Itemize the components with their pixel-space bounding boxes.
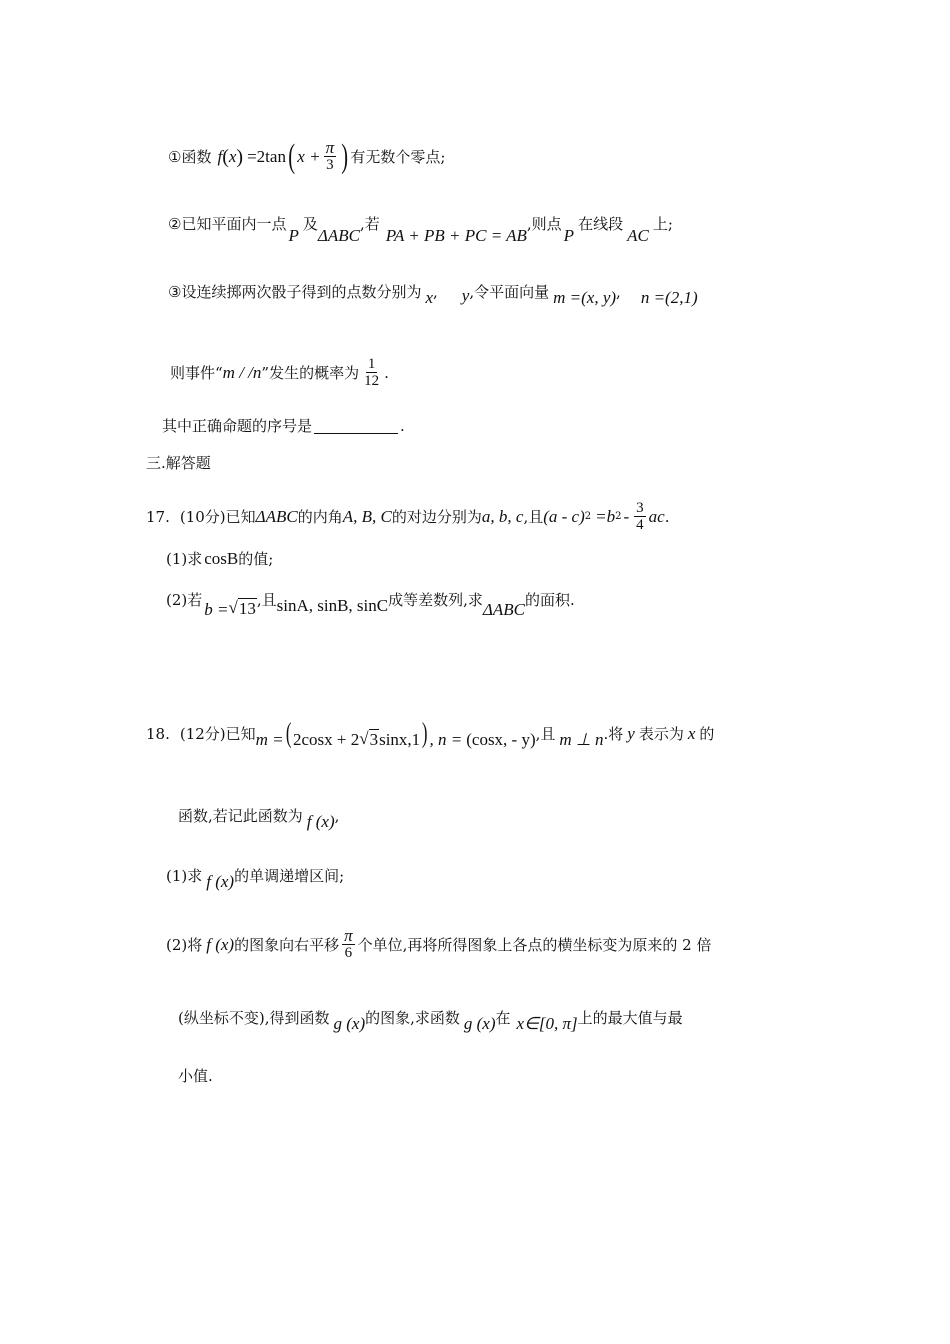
question-18-part-2	[166, 928, 712, 961]
question-number: 18.	[146, 725, 170, 743]
statement-2	[168, 214, 673, 254]
f-of-x: f (x)	[306, 812, 335, 831]
exponent: 2	[615, 510, 622, 522]
frac-den: 12	[364, 373, 380, 389]
rhs-b: =b	[595, 506, 616, 526]
question-17-part-1	[166, 549, 273, 569]
segment-ac: AC	[627, 226, 649, 245]
statement-2-marker: ②	[168, 215, 182, 233]
if-text: ,若	[359, 215, 380, 233]
part-label: (1)求	[166, 550, 203, 568]
frac-num: π	[325, 138, 335, 157]
vector-n-def: , n =	[429, 730, 463, 749]
answer-blank	[314, 419, 398, 434]
probability-text: ”发生的概率为	[261, 363, 360, 382]
statement-2-text: 已知平面内一点	[181, 215, 287, 233]
question-18-part-2-cont	[178, 1002, 683, 1034]
part-text: 的单调递增区间;	[234, 867, 345, 885]
in-text: 在	[495, 1009, 511, 1027]
var-x: x	[228, 146, 237, 166]
var-y-3: y	[461, 286, 470, 305]
statement-1-end: 有无数个零点;	[350, 147, 446, 166]
pi-over-3	[324, 140, 337, 173]
lhs-expression: (a - c)	[543, 506, 585, 526]
answer-prompt	[162, 416, 405, 436]
f-of-x: f (x)	[206, 934, 235, 954]
sides: a, b, c	[481, 506, 524, 526]
of-text: 的	[699, 725, 715, 743]
represent-text: 表示为	[638, 725, 684, 743]
side-text: 的对边分别为	[391, 507, 482, 526]
period: .	[400, 417, 405, 435]
point-p-2: P	[563, 226, 575, 245]
vector-m-def: m =	[255, 730, 284, 749]
radicand: 3	[369, 729, 379, 749]
cos-b: cosB	[204, 549, 239, 568]
angles: A, B, C	[342, 506, 392, 526]
paren-open: (	[285, 718, 292, 749]
pi-over-6	[342, 928, 355, 961]
m-rest: sinx,1	[379, 730, 421, 749]
domain: x∈[0, π]	[516, 1014, 578, 1033]
radicand: 13	[238, 599, 256, 618]
point-p: P	[288, 226, 299, 245]
frac-num: 3	[636, 500, 644, 516]
m-parallel-n: m / /n	[222, 362, 262, 382]
sqrt-13: √ 13	[228, 598, 256, 618]
frac-den: 3	[326, 157, 334, 173]
triangle-abc: ΔABC	[482, 600, 525, 619]
paren-open: (	[222, 145, 229, 168]
ac-term: ac	[648, 506, 665, 526]
g-of-x: g (x)	[333, 1014, 366, 1033]
comma-1: ,	[433, 283, 438, 301]
big-paren-open: (	[288, 137, 296, 175]
g-of-x: g (x)	[463, 1014, 496, 1033]
sines: sinA, sinB, sinC	[276, 596, 389, 615]
three-quarters	[634, 500, 646, 533]
will-text: .将	[603, 725, 624, 743]
perpendicular: m ⊥ n	[559, 730, 604, 749]
question-17-part-2	[166, 590, 575, 624]
x-plus: x +	[297, 146, 321, 166]
question-17	[146, 500, 669, 533]
triangle-abc: ΔABC	[255, 506, 298, 526]
tan-expr: =2tan	[247, 146, 286, 166]
one-over-twelve	[362, 356, 381, 389]
statement-1	[168, 137, 446, 175]
part-label: (2)将	[166, 935, 203, 954]
part-label: (2)若	[166, 591, 203, 609]
segment-text: 在线段	[578, 215, 624, 233]
section-heading	[146, 453, 211, 473]
frac-num: 1	[367, 356, 376, 372]
and-text: ,且	[256, 591, 277, 609]
transform-text: 个单位,再将所得图象上各点的横坐标变为原来的 2 倍	[357, 935, 712, 954]
vector-equation: PA + PB + PC = AB	[385, 226, 527, 245]
and-text: ,且	[535, 725, 556, 743]
question-18-part-1	[166, 860, 344, 892]
area-text: 的面积.	[524, 591, 575, 609]
shift-text: 的图象向右平移	[234, 935, 340, 954]
part-text: 的值;	[238, 550, 274, 568]
question-18-cont	[178, 800, 339, 832]
paren-close: )	[236, 145, 244, 168]
answer-prompt-text: 其中正确命题的序号是	[162, 417, 313, 435]
min-value-text: 小值.	[178, 1067, 213, 1085]
statement-1-text: 函数	[181, 147, 212, 166]
minus: -	[623, 506, 630, 526]
vector-text: ,令平面向量	[469, 283, 550, 301]
vector-m: m =(x, y)	[553, 288, 617, 307]
vector-n: n =(2,1)	[640, 288, 698, 307]
question-score: (12分)已知	[179, 725, 256, 743]
question-18	[146, 718, 714, 750]
arith-text: 成等差数列,求	[388, 591, 483, 609]
section-heading-text: 三.解答题	[146, 454, 211, 472]
frac-num: π	[344, 926, 353, 945]
m-body: 2cosx + 2	[292, 730, 360, 749]
question-number: 17.	[146, 507, 170, 526]
frac-den: 4	[636, 517, 644, 533]
question-score: (10分)已知	[179, 507, 256, 526]
triangle-abc: ΔABC	[317, 226, 360, 245]
n-body: (cosx, - y)	[466, 730, 536, 749]
comma-2: ,	[616, 283, 621, 301]
angle-text: 的内角	[297, 507, 343, 526]
max-min-text: 上的最大值与最	[577, 1009, 683, 1027]
f-of-x: f (x)	[206, 872, 235, 891]
statement-3-cont	[170, 356, 389, 389]
statement-3-marker: ③	[168, 283, 182, 301]
f-symbol: f	[217, 146, 223, 166]
part-label: (1)求	[166, 867, 203, 885]
statement-3	[168, 282, 698, 312]
b-equals: b =	[204, 600, 229, 619]
and-text: ,且	[523, 507, 544, 526]
period: .	[664, 507, 670, 526]
function-text: 函数,若记此函数为	[178, 807, 303, 825]
comma: ,	[334, 807, 340, 825]
question-18-part-2-end	[178, 1066, 213, 1086]
then-text: ,则点	[526, 215, 562, 233]
on-text: 上;	[652, 215, 673, 233]
statement-3-text: 设连续掷两次骰子得到的点数分别为	[181, 283, 422, 301]
sqrt-3: √ 3	[359, 728, 379, 749]
var-x: x	[687, 724, 696, 743]
statement-1-marker: ①	[168, 147, 182, 166]
vertical-text: (纵坐标不变),得到函数	[178, 1009, 330, 1027]
exponent: 2	[584, 510, 592, 522]
graph-text: 的图象,求函数	[365, 1009, 460, 1027]
var-x-3: x	[425, 288, 434, 307]
period: .	[384, 363, 389, 382]
event-text: 则事件“	[170, 363, 223, 382]
var-y: y	[627, 724, 635, 743]
paren-close: )	[422, 718, 428, 749]
big-paren-close: )	[341, 137, 349, 175]
frac-den: 6	[344, 945, 353, 961]
conj-text: 及	[302, 215, 318, 233]
